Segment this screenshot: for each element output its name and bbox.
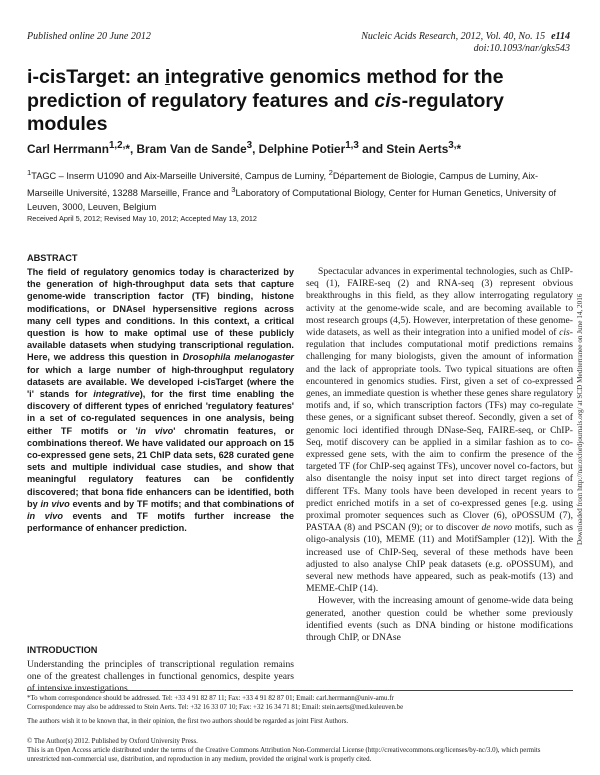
author-list: Carl Herrmann$^{1,2,}$*, Bram Van de Sande$^3$, Delphine Potier$^{1,3}$ and Stein Aerts$^{3,}$*: [27, 140, 462, 156]
abstract-heading: ABSTRACT: [27, 253, 78, 263]
paragraph-2: However, with the increasing amount of genome-wide data being generated, another question could be whether some previously identified events (such as DNA binding or histone modifications through ChIP, or DNAse: [306, 595, 573, 644]
copyright: © The Author(s) 2012. Published by Oxford University Press.: [27, 738, 198, 745]
license-text: This is an Open Access article distributed under the terms of the Creative Commons Attribution Non-Commercial License (http://creativecommons.org/licenses/by-nc/3.0), which permits unrestricted non-commercial use, distribution, and reproduction in any medium, provided the original work is properly cited.: [27, 747, 541, 764]
journal-header: [361, 31, 570, 55]
license-footnote: [27, 737, 573, 765]
correspondence-1: *To whom correspondence should be addressed. Tel: +33 4 91 82 87 11; Fax: +33 4 91 82 87 01; Email: carl.herrmann@univ-amu.fr: [27, 695, 394, 702]
introduction-text: Understanding the principles of transcriptional regulation remains one of the greatest challenges in functional genomics, despite years of intensive investigations.: [27, 659, 294, 695]
abstract-text: The field of regulatory genomics today is characterized by the generation of high-throughput data sets that capture genome-wide transcription factor (TF) binding, histone modifications, or DNAseI hypersensitive regions across many cell types and conditions. In this context, a critical question is how to make optimal use of these publicly available datasets when studying transcriptional regulation. Here, we address this question in Drosophila melanogaster for which a large number of high-throughput regulatory datasets are available. We developed i-cisTarget (where the 'i' stands for integrative), for the first time enabling the discovery of different types of enriched 'regulatory features' in a set of co-regulated sequences in one analysis, being either TF motifs or 'in vivo' chromatin features, or combinations thereof. We have validated our approach on 15 co-expressed gene sets, 21 ChIP data sets, 628 curated gene sets and multiple individual case studies, and show that meaningful regulatory features can be confidently discovered; that bona fide enhancers can be identified, both by in vivo events and by TF motifs; and that combinations of in vivo events and TF motifs further increase the performance of enhancer prediction.: [27, 267, 295, 534]
journal-citation: Nucleic Acids Research, 2012, Vol. 40, No. 15: [361, 31, 546, 42]
affiliations: $^1$TAGC – Inserm U1090 and Aix-Marseille Université, Campus de Luminy, $^2$Département de Biologie, Campus de Luminy, Aix-Marseille Université, 13288 Marseille, France and $^3$Laboratory of Computational Biology, Center for Human Genetics, University of Leuven, 3000, Leuven, Belgium: [27, 168, 557, 212]
doi[interactable]: doi:10.1093/nar/gks543: [473, 43, 570, 54]
right-column-text: [306, 266, 573, 644]
correspondence-footnote: [27, 694, 573, 712]
download-side-note: Downloaded from http://nar.oxfordjournals.org/ at SCD Mediterranee on June 14, 2016: [576, 293, 584, 545]
footnote-divider: [27, 690, 573, 691]
published-date: Published online 20 June 2012: [27, 31, 151, 42]
paragraph-1: Spectacular advances in experimental technologies, such as ChIP-seq (1), FAIRE-seq (2) and RNA-seq (3) represent obvious breakthroughs in this field, as they allow interrogating regulatory activity at the genome-wide scale, and are becoming available to most research groups (4,5). However, interpretation of these genome-wide datasets, as well as their integration into a unified model of cis-regulation that includes computational motif predictions remains challenging for many biologists, given the amount of information and the lack of appropriate tools. Two typical situations are often encountered in genomics studies. First, given a set of co-expressed genes, an immediate question is whether these genes share regulatory motifs and, if so, which transcription factors (TFs) may co-regulate these genes, or a significant subset thereof. Secondly, given a set of genomic loci identified through DNase-Seq, FAIRE-seq, or ChIP-Seq, motif discovery can be applied in a similar fashion as to co-expressed gene sets, with the aim to confirm the presence of the targeted TF (for ChIP-seq against TFs), uncover novel co-factors, but also disentangle the noisy input set into direct target regions of different TFs. Many tools have been developed in recent years to predict enriched motifs in a set of co-expressed genes [e.g. using proximal promoter sequences such as Clover (6), oPOSSUM (7), PASTAA (8) and PSCAN (9); or to discover de novo motifs, such as oligo-analysis (10), MEME (11) and MotifSampler (12)]. With the increased use of ChIP-Seq, several of these methods have been adjusted to also analyse ChIP peak datasets (e.g. oPOSSUM), and several new methods have appeared, such as peak-motifs (13) and MEME-ChIP (14).: [306, 266, 573, 595]
joint-authors-note: The authors wish it to be known that, in their opinion, the first two authors should be regarded as joint First Authors.: [27, 718, 349, 725]
paper-title: i-cisTarget: an integrative genomics method for the prediction of regulatory features and cis-regulatory modules: [27, 66, 504, 135]
submission-dates: Received April 5, 2012; Revised May 10, 2012; Accepted May 13, 2012: [27, 214, 257, 223]
correspondence-2: Correspondence may also be addressed to Stein Aerts. Tel: +32 16 33 07 10; Fax: +32 16 34 71 81; Email: stein.aerts@med.kuleuven.be: [27, 704, 404, 712]
article-number: e114: [551, 31, 570, 42]
introduction-heading: INTRODUCTION: [27, 645, 98, 655]
